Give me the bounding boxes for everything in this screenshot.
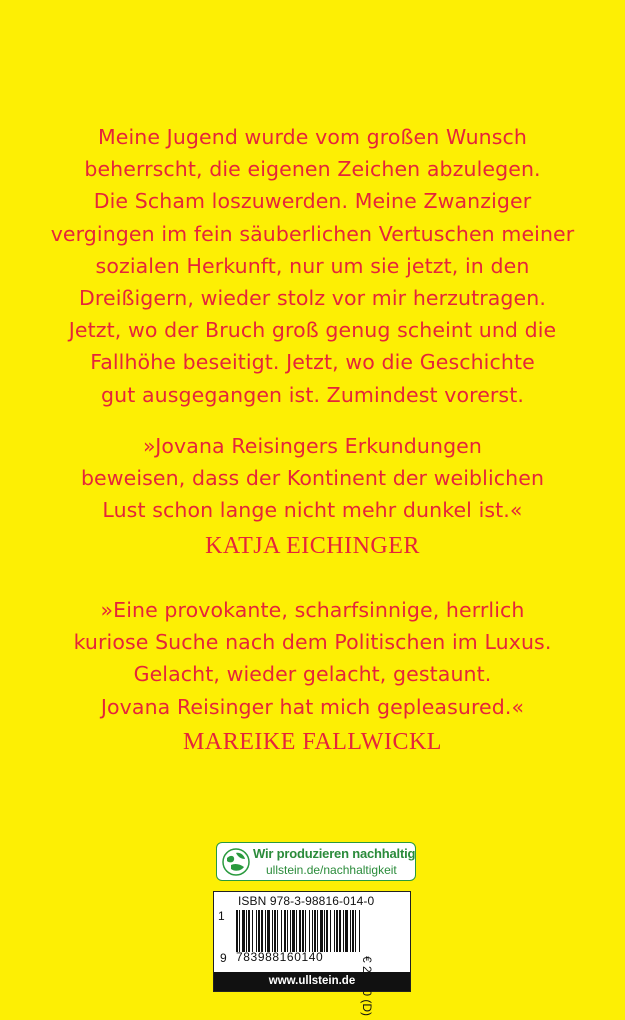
publisher-url[interactable]: www.ullstein.de [214,972,410,991]
barcode-digits: 783988160140 [236,950,324,964]
quote-line: kuriose Suche nach dem Politischen im Luxus. [73,630,552,655]
review-quote-1 [40,430,585,561]
review-quote-2 [40,594,585,757]
quote-author: KATJA EICHINGER [205,532,420,559]
barcode-lead-digit: 1 [218,909,225,923]
blurb-line: beherrscht, die eigenen Zeichen abzulegen. [84,157,541,182]
blurb-line: gut ausgegangen ist. Zumindest vorerst. [101,382,524,407]
barcode-box [213,891,411,992]
sustainability-badge [216,842,416,881]
quote-line: Gelacht, wieder gelacht, gestaunt. [133,662,492,687]
blurb-line: sozialen Herkunft, nur um sie jetzt, in den [95,253,530,278]
blurb-line: Dreißigern, wieder stolz vor mir herzutragen. [79,286,546,311]
blurb-line: Die Scham loszuwerden. Meine Zwanziger [93,189,532,214]
badge-url: ullstein.de/nachhaltigkeit [266,863,397,877]
blurb-line: vergingen im fein säuberlichen Vertuschen meiner [50,221,575,246]
blurb-text [40,121,585,411]
quote-line: beweisen, dass der Kontinent der weiblichen [80,466,545,491]
quote-line: Jovana Reisinger hat mich gepleasured.« [100,694,525,719]
quote-author: MAREIKE FALLWICKL [183,728,442,755]
badge-title: Wir produzieren nachhaltig [253,846,416,861]
leaf-globe-icon [222,848,250,876]
blurb-line: Meine Jugend wurde vom großen Wunsch [97,125,528,149]
quote-line: »Jovana Reisingers Erkundungen [142,434,482,458]
blurb-line: Jetzt, wo der Bruch groß genug scheint und die [68,318,557,343]
blurb-line: Fallhöhe beseitigt. Jetzt, wo die Geschichte [90,350,535,375]
quote-line: »Eine provokante, scharfsinnige, herrlich [100,598,525,622]
barcode-icon [236,910,362,952]
barcode-first-digit: 9 [220,951,227,965]
isbn-number: ISBN 978-3-98816-014-0 [238,894,375,908]
quote-line: Lust schon lange nicht mehr dunkel ist.« [102,498,523,523]
